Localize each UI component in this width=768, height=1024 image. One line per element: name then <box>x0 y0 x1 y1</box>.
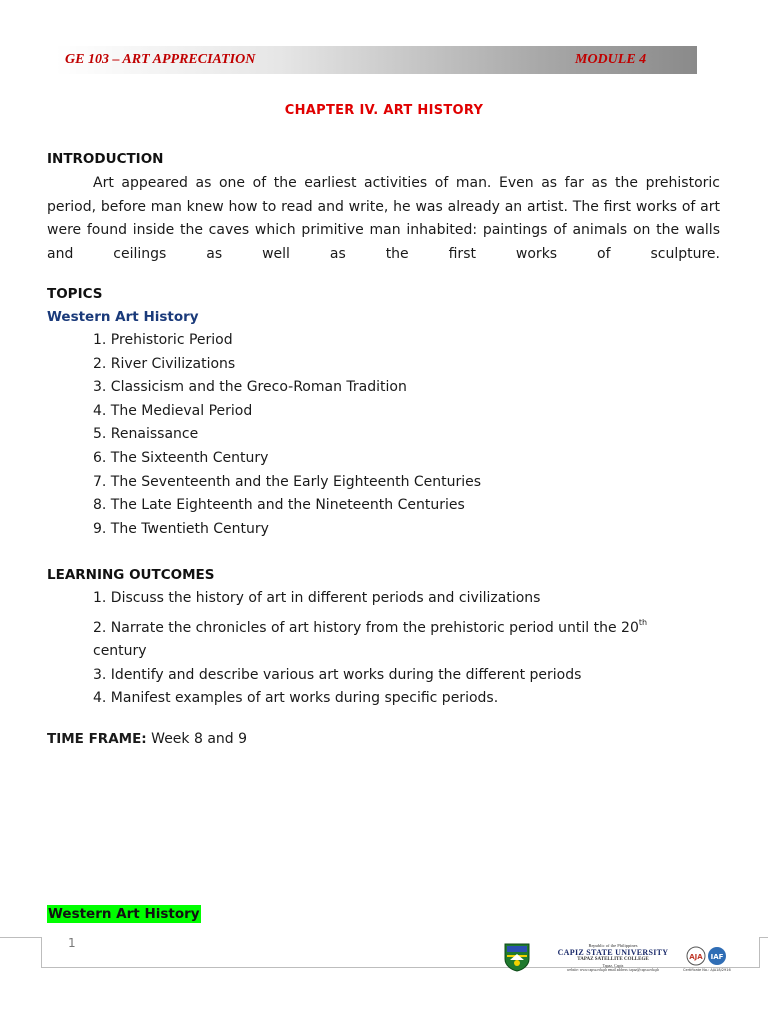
university-block <box>538 943 688 973</box>
learning-outcomes-list <box>93 587 713 711</box>
list-item: 4. Manifest examples of art works during specific periods. <box>93 690 499 706</box>
introduction-heading: INTRODUCTION <box>47 151 164 167</box>
list-item: 6. The Sixteenth Century <box>93 449 269 466</box>
capsu-seal-icon <box>502 942 532 972</box>
list-item: 1. Prehistoric Period <box>93 332 233 348</box>
list-item <box>93 611 713 641</box>
time-frame-value: Week 8 and 9 <box>151 731 248 747</box>
list-item: 4. The Medieval Period <box>93 402 253 419</box>
svg-text:IAF: IAF <box>710 953 724 961</box>
outcome-text: 2. Narrate the chronicles of art history from the prehistoric period until the 20 <box>93 619 639 636</box>
certification-marks-icon <box>683 944 743 970</box>
list-item-continuation: century <box>93 643 147 659</box>
highlighted-section-heading: Western Art History <box>48 906 200 922</box>
time-frame <box>47 731 247 747</box>
module-label: MODULE 4 <box>575 52 647 67</box>
topics-heading: TOPICS <box>47 286 103 302</box>
footer-divider <box>41 937 42 968</box>
list-item: 9. The Twentieth Century <box>93 520 269 537</box>
university-name: CAPIZ STATE UNIVERSITY <box>557 948 669 957</box>
time-frame-label: TIME FRAME: <box>47 731 147 747</box>
svg-text:AJA: AJA <box>689 953 703 961</box>
topics-list <box>93 329 713 541</box>
topics-subheading: Western Art History <box>47 309 199 325</box>
list-item: 7. The Seventeenth and the Early Eighteenth Centuries <box>93 473 482 490</box>
chapter-title: CHAPTER IV. ART HISTORY <box>284 103 484 118</box>
list-item: 3. Classicism and the Greco-Roman Tradition <box>93 379 407 396</box>
list-item: 3. Identify and describe various art works during the different periods <box>93 666 582 683</box>
list-item: 5. Renaissance <box>93 426 199 443</box>
footer-divider <box>759 937 768 938</box>
certificate-number: Certificate No.: AJA18/2916 <box>683 968 731 972</box>
list-item: 1. Discuss the history of art in different periods and civilizations <box>93 590 541 606</box>
college-location: Tapaz, Capiz <box>602 963 624 968</box>
ordinal-suffix: th <box>638 617 648 627</box>
page-number: 1 <box>68 936 76 950</box>
module-header-bar <box>55 46 697 74</box>
introduction-paragraph: Art appeared as one of the earliest activities of man. Even as far as the prehistoric period, before man knew how to read and write, he was already an artist. The first works of art were found inside the caves which primitive man inhabited: paintings of animals on the walls and ceilings as well as the first works of sculpture. <box>47 175 720 262</box>
list-item: 2. River Civilizations <box>93 355 236 372</box>
footer-divider <box>759 937 760 968</box>
course-title: GE 103 – ART APPRECIATION <box>65 52 256 67</box>
college-name: TAPAZ SATELLITE COLLEGE <box>577 957 649 962</box>
learning-outcomes-heading: LEARNING OUTCOMES <box>47 567 215 583</box>
footer-divider <box>0 937 41 938</box>
republic-line: Republic of the Philippines <box>588 943 638 948</box>
contact-line: website: www.capsu.edu.ph email address: tapaz@capsu.edu.ph <box>566 968 660 972</box>
list-item: 8. The Late Eighteenth and the Nineteenth Centuries <box>93 497 465 514</box>
